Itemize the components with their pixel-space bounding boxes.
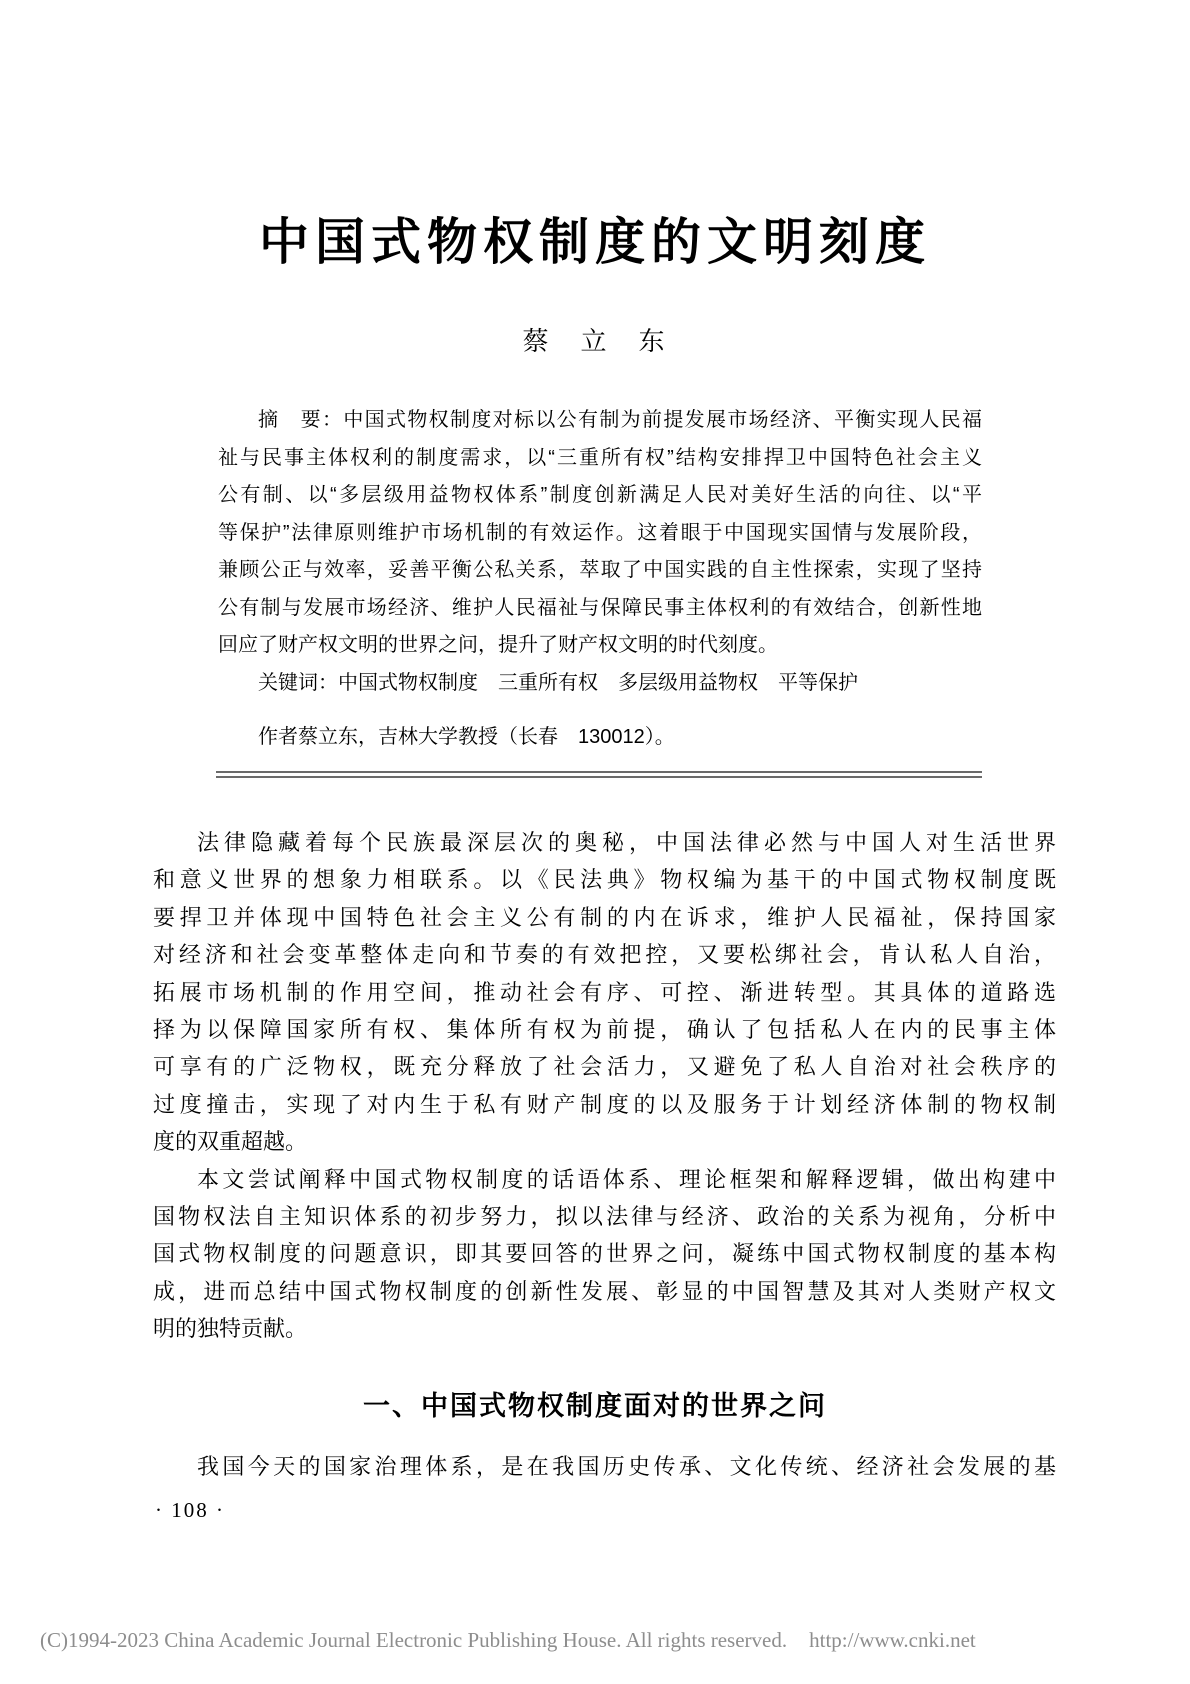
body-line: 明的独特贡献。	[153, 1316, 308, 1342]
paragraph	[153, 1448, 1056, 1485]
abstract-line: 兼顾公正与效率，妥善平衡公私关系，萃取了中国实践的自主性探索，实现了坚持	[218, 559, 982, 581]
abstract-line: 摘 要：中国式物权制度对标以公有制为前提发展市场经济、平衡实现人民福	[258, 409, 982, 431]
keywords-line: 关键词：中国式物权制度 三重所有权 多层级用益物权 平等保护	[258, 671, 858, 694]
paper-title: 中国式物权制度的文明刻度	[259, 214, 931, 270]
page-number: · 108 ·	[155, 1498, 225, 1522]
body-line: 过度撞击，实现了对内生于私有财产制度的以及服务于计划经济体制的物权制	[153, 1091, 1056, 1117]
abstract-line: 等保护”法律原则维护市场机制的有效运作。这着眼于中国现实国情与发展阶段，	[218, 521, 982, 544]
paragraph	[153, 824, 1056, 1161]
body-line: 我国今天的国家治理体系，是在我国历史传承、文化传统、经济社会发展的基	[197, 1454, 1056, 1479]
body-line: 本文尝试阐释中国式物权制度的话语体系、理论框架和解释逻辑，做出构建中	[197, 1166, 1056, 1192]
body-line: 和意义世界的想象力相联系。以《民法典》物权编为基干的中国式物权制度既	[153, 867, 1056, 893]
abstract-line: 公有制与发展市场经济、维护人民福祉与保障民事主体权利的有效结合，创新性地	[218, 596, 982, 619]
cnki-footer	[40, 1628, 976, 1653]
body-line: 对经济和社会变革整体走向和节奏的有效把控，又要松绑社会，肯认私人自治，	[153, 942, 1056, 968]
author-affiliation-note: 作者蔡立东，吉林大学教授（长春 130012）。	[258, 726, 675, 748]
body-text-continued	[153, 1448, 1056, 1485]
body-line: 成，进而总结中国式物权制度的创新性发展、彰显的中国智慧及其对人类财产权文	[153, 1278, 1056, 1304]
footer-copyright-text: (C)1994-2023 China Academic Journal Electronic Publishing House. All rights reserved.	[40, 1628, 788, 1652]
body-line: 拓展市场机制的作用空间，推动社会有序、可控、渐进转型。其具体的道路选	[153, 979, 1056, 1005]
footer-url: http://www.cnki.net	[809, 1628, 976, 1652]
body-line: 择为以保障国家所有权、集体所有权为前提，确认了包括私人在内的民事主体	[153, 1017, 1056, 1043]
abstract-line: 祉与民事主体权利的制度需求，以“三重所有权”结构安排捍卫中国特色社会主义	[218, 446, 982, 469]
abstract-block	[218, 402, 982, 702]
paragraph	[153, 1161, 1056, 1348]
header-divider-rule	[216, 771, 982, 778]
body-line: 要捍卫并体现中国特色社会主义公有制的内在诉求，维护人民福祉，保持国家	[153, 904, 1056, 930]
body-line: 度的双重超越。	[153, 1129, 308, 1155]
paper-author: 蔡 立 东	[522, 326, 668, 356]
body-line: 可享有的广泛物权，既充分释放了社会活力，又避免了私人自治对社会秩序的	[153, 1054, 1056, 1080]
section-heading: 一、中国式物权制度面对的世界之问	[363, 1391, 827, 1421]
body-line: 国物权法自主知识体系的初步努力，拟以法律与经济、政治的关系为视角，分析中	[153, 1204, 1056, 1230]
body-line: 国式物权制度的问题意识，即其要回答的世界之问，凝练中国式物权制度的基本构	[153, 1241, 1056, 1267]
body-text	[153, 824, 1056, 1348]
abstract-line: 公有制、以“多层级用益物权体系”制度创新满足人民对美好生活的向往、以“平	[218, 484, 982, 506]
body-line: 法律隐藏着每个民族最深层次的奥秘，中国法律必然与中国人对生活世界	[197, 830, 1056, 855]
abstract-line: 回应了财产权文明的世界之问，提升了财产权文明的时代刻度。	[218, 634, 778, 656]
